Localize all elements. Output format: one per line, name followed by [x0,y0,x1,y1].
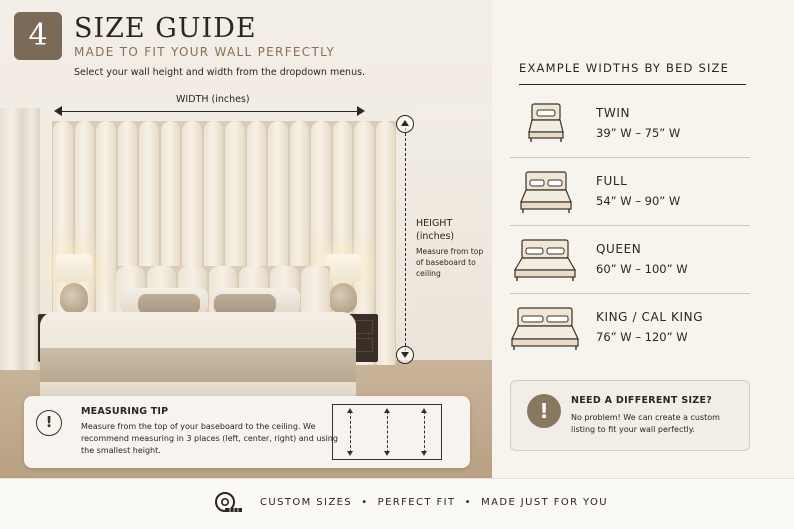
pillow [138,294,200,314]
arrow-down-icon [396,346,414,364]
queen-bed-icon [512,236,578,284]
bed-size-name: FULL [596,174,628,188]
pillow [214,294,276,314]
bed-size-dims: 60” W – 100” W [596,262,688,276]
height-line [405,128,406,351]
exclamation-icon: ! [36,410,62,436]
page-title: SIZE GUIDE [74,13,257,44]
bed-size-dims: 39” W – 75” W [596,126,681,140]
full-bed-icon [518,168,574,216]
lamp-base-right [329,283,357,313]
different-size-card [510,380,750,451]
different-size-title: NEED A DIFFERENT SIZE? [571,395,713,406]
instruction-text: Select your wall height and width from the dropdown menus. [74,67,366,78]
lamp-shade-right [325,254,361,282]
exclamation-icon: ! [527,394,561,428]
example-widths-title: EXAMPLE WIDTHS BY BED SIZE [519,61,730,75]
bed-throw [40,348,356,382]
lamp-shade-left [56,254,92,282]
different-size-text: No problem! We can create a custom listing to fit your wall perfectly. [571,413,720,434]
measuring-tip-title: MEASURING TIP [81,406,169,417]
bed-size-name: QUEEN [596,242,642,256]
measuring-tip-card [24,396,470,468]
twin-bed-icon [526,100,566,146]
bed-size-dims: 76” W – 120” W [596,330,688,344]
height-note: Measure from top of baseboard to ceiling [416,247,484,278]
footer-tagline: CUSTOM SIZES • PERFECT FIT • MADE JUST FOR YOU [260,497,608,508]
width-line [56,111,361,112]
height-label-line1: HEIGHT [416,218,453,229]
bed-size-row-twin [510,90,750,158]
height-label [416,217,454,243]
bed-size-row-queen [510,226,750,294]
height-label-line2: (inches) [416,231,455,242]
page-subtitle: MADE TO FIT YOUR WALL PERFECTLY [74,45,336,59]
bed-size-row-full [510,158,750,226]
tape-measure-icon [214,491,244,515]
bed-size-name: TWIN [596,106,631,120]
lamp-base-left [60,283,88,313]
curtain [0,108,40,370]
measuring-diagram-icon [332,404,442,460]
measuring-tip-text: Measure from the top of your baseboard to the ceiling. We recommend measuring in 3 places (left, center, right) and using the smallest height. [81,422,338,455]
width-label: WIDTH (inches) [176,94,250,105]
bed-size-dims: 54” W – 90” W [596,194,681,208]
bed-size-row-king [510,294,750,362]
bed-size-name: KING / CAL KING [596,310,704,324]
arrow-left-icon [54,106,62,116]
arrow-right-icon [357,106,365,116]
title-divider [519,84,746,85]
arrow-up-icon [396,115,414,133]
step-badge: 4 [14,12,62,60]
king-bed-icon [510,304,580,354]
